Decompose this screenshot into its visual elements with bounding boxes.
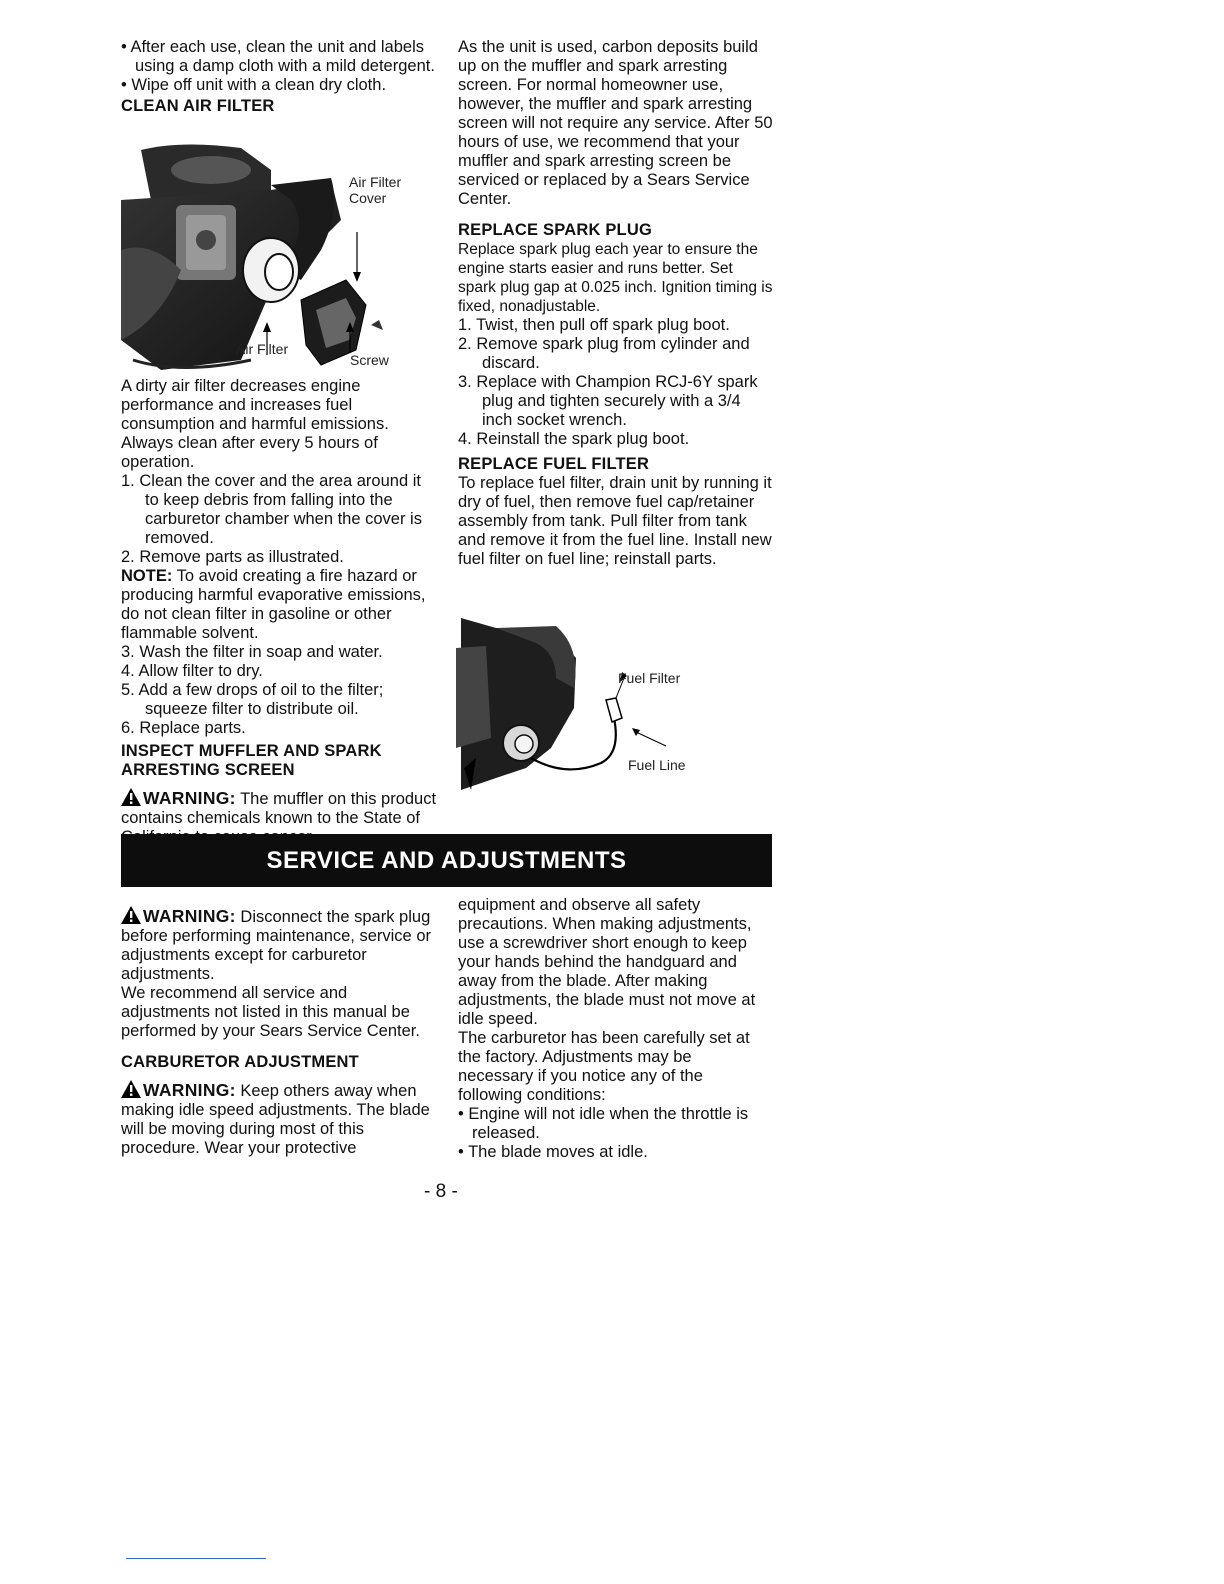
spark-step-3 — [458, 373, 774, 430]
step-number: 4. — [121, 662, 135, 680]
step-text: Replace parts. — [139, 719, 246, 737]
fuel-filter-figure — [456, 618, 756, 793]
step-number: 2. — [121, 548, 135, 566]
spark-step-2 — [458, 335, 774, 373]
air-filter-step-1 — [121, 472, 439, 548]
adjustment-safety-text: equipment and observe all safety precautions. When making adjustments, use a screwdriver short enough to keep your hands behind the handguard and away from the blade. After making adjustments, the blade must not move at idle speed. — [458, 896, 756, 1028]
step-text: Remove spark plug from cylinder and discard. — [476, 335, 750, 372]
warning-triangle-icon — [121, 906, 141, 924]
warning-label: WARNING: — [143, 788, 236, 808]
air-filter-step-4 — [121, 662, 439, 681]
warning-text: The muffler on this product contains chemicals known to the State of — [121, 790, 437, 827]
condition-bullet: • Engine will not idle when the throttle is released. — [458, 1105, 749, 1142]
caption-fuel-filter: Fuel Filter — [618, 670, 681, 686]
bullet-text: Engine will not idle when the throttle is released. — [468, 1105, 749, 1142]
warning-label: WARNING: — [143, 906, 236, 926]
warning-triangle-icon — [121, 1080, 141, 1098]
caption-air-filter: Air Filter — [236, 341, 289, 357]
note-text: To avoid creating a fire hazard or producing harmful evaporative emissions, do not clean filter in gasoline or other flammable solvent. — [121, 567, 426, 642]
step-text: Clean the cover and the area around it to keep debris from falling into the carburetor chamber when the cover is removed. — [139, 472, 422, 547]
step-text: Replace with Champion RCJ-6Y spark plug and tighten securely with a 3/4 inch socket wrench. — [476, 373, 758, 429]
step-number: 2. — [458, 335, 472, 353]
caption-air-filter-cover-2: Cover — [349, 190, 387, 206]
section-banner-title: SERVICE AND ADJUSTMENTS — [266, 847, 627, 874]
air-filter-step-3 — [121, 643, 439, 662]
carburetor-heading: CARBURETOR ADJUSTMENT — [121, 1053, 359, 1071]
left-column-body — [121, 377, 439, 847]
note-paragraph — [121, 567, 439, 643]
section-banner — [121, 834, 772, 887]
step-text: Twist, then pull off spark plug boot. — [476, 316, 730, 334]
air-filter-figure — [121, 140, 441, 375]
service-left-column — [121, 906, 439, 1158]
air-filter-step-2 — [121, 548, 439, 567]
caption-air-filter-cover-1: Air Filter — [349, 174, 402, 190]
right-column — [458, 38, 774, 569]
note-label: NOTE: — [121, 567, 173, 585]
step-number: 6. — [121, 719, 135, 737]
step-text: Remove parts as illustrated. — [139, 548, 344, 566]
fuel-filter-text: To replace fuel filter, drain unit by running it dry of fuel, then remove fuel cap/retainer assembly from tank. Pull filter from tank and remove it from the fuel line. Install new fuel filter on fuel line; reinstall parts. — [458, 474, 772, 568]
caption-fuel-line: Fuel Line — [628, 757, 686, 773]
step-number: 1. — [121, 472, 135, 490]
bullet-text: After each use, clean the unit and labels using a damp cloth with a mild detergent. — [130, 38, 435, 75]
step-number: 3. — [121, 643, 135, 661]
idle-warning — [121, 1080, 439, 1158]
warning-text: Keep others away when making idle speed adjustments. The blade will be moving during most of this procedure. Wear your protective — [121, 1082, 430, 1157]
step-number: 1. — [458, 316, 472, 334]
step-text: Reinstall the spark plug boot. — [476, 430, 690, 448]
recommend-text: We recommend all service and adjustments not listed in this manual be performed by your Sears Service Center. — [121, 984, 420, 1040]
spark-plug-intro: Replace spark plug each year to ensure the engine starts easier and runs better. Set spark plug gap at 0.025 inch. Ignition timing is fixed, nonadjustable. — [458, 241, 773, 315]
bullet-text: The blade moves at idle. — [468, 1143, 648, 1161]
spark-step-4 — [458, 430, 774, 449]
muffler-heading: INSPECT MUFFLER AND SPARK ARRESTING SCREEN — [121, 742, 382, 779]
page-number: - 8 - — [424, 1181, 458, 1202]
condition-bullet: • The blade moves at idle. — [458, 1143, 648, 1161]
bullet-clean-unit: • After each use, clean the unit and labels using a damp cloth with a mild detergent. — [121, 38, 435, 75]
footer-rule — [126, 1558, 266, 1559]
bullet-text: Wipe off unit with a clean dry cloth. — [131, 76, 387, 94]
spark-step-1 — [458, 316, 774, 335]
air-filter-step-5 — [121, 681, 439, 719]
step-text: Add a few drops of oil to the filter; squeeze filter to distribute oil. — [138, 681, 384, 718]
warning-label: WARNING: — [143, 1080, 236, 1100]
carburetor-factory-text: The carburetor has been carefully set at the factory. Adjustments may be necessary if you notice any of the following conditions: — [458, 1029, 750, 1104]
carbon-deposits-text: As the unit is used, carbon deposits build up on the muffler and spark arresting screen. For normal homeowner use, however, the muffler and spark arresting screen will not require any service. After 50 hours of use, we recommend that your muffler and spark arresting screen be serviced or replaced by a Sears Service Center. — [458, 38, 773, 208]
step-number: 5. — [121, 681, 135, 699]
left-column-top — [121, 38, 441, 116]
fuel-filter-heading: REPLACE FUEL FILTER — [458, 455, 650, 473]
step-number: 4. — [458, 430, 472, 448]
step-number: 3. — [458, 373, 472, 391]
step-text: Allow filter to dry. — [138, 662, 263, 680]
air-filter-step-6 — [121, 719, 439, 738]
bullet-wipe: • Wipe off unit with a clean dry cloth. — [121, 76, 387, 94]
step-text: Wash the filter in soap and water. — [139, 643, 383, 661]
warning-text: Disconnect the spark plug before performing maintenance, service or adjustments except for carburetor adjustments. — [121, 908, 431, 983]
spark-plug-heading: REPLACE SPARK PLUG — [458, 221, 652, 239]
disconnect-warning — [121, 906, 439, 984]
service-right-column — [458, 896, 764, 1162]
caption-screw: Screw — [350, 352, 389, 368]
warning-triangle-icon — [121, 788, 141, 806]
clean-air-filter-heading: CLEAN AIR FILTER — [121, 97, 275, 115]
air-filter-intro: A dirty air filter decreases engine performance and increases fuel consumption and harmful emissions. Always clean after every 5 hours of operation. — [121, 377, 389, 471]
